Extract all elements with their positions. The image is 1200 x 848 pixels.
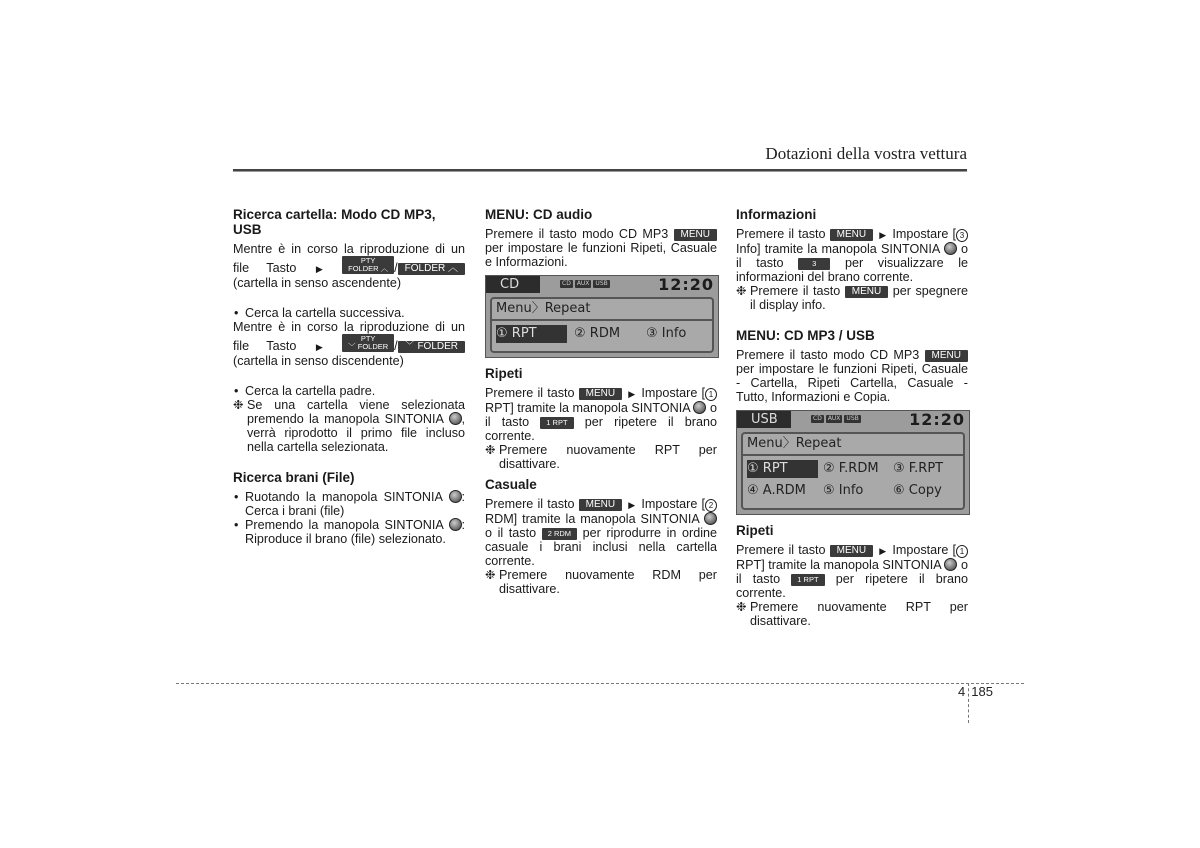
heading-folder-search: Ricerca cartella: Modo CD MP3, USB — [233, 207, 436, 237]
lcd-item: ② RDM — [574, 326, 621, 341]
arrow-right-icon: ▶ — [315, 264, 323, 274]
bullet-parent-folder: • Cerca la cartella padre. — [233, 384, 465, 398]
tune-knob-icon — [449, 412, 462, 425]
heading-repeat-mp3: Ripeti — [736, 523, 774, 538]
lcd-display-cd — [485, 275, 719, 358]
lcd-clock: 12:20 — [909, 410, 965, 429]
heading-menu-cd-audio: MENU: CD audio — [485, 207, 593, 222]
circled-number: 2 — [705, 499, 717, 512]
lcd-item: ⑤ Info — [823, 483, 864, 498]
footer-dotted-rule — [176, 683, 1024, 684]
paragraph-folder-up: Mentre è in corso la riproduzione di un file Tasto ▶ PTY FOLDER ︿ / FOLDER ︿ (cartella in senso ascendente) — [233, 242, 465, 290]
bullet-next-folder: • Cerca la cartella successiva. — [233, 306, 465, 320]
menu-button: MENU — [925, 350, 968, 362]
lcd-menu-title: Menu〉Repeat — [492, 301, 712, 321]
paragraph-random: Premere il tasto MENU ▶ Impostare [ 2 RDM] tramite la manopola SINTONIA o il tasto 2 RDM per riprodurre in ordine casuale i brani inclusi nella cartella corrente. — [485, 497, 718, 568]
paragraph-folder-down: Mentre è in corso la riproduzione di un file Tasto ▶ PTY ﹀ FOLDER / ﹀ FOLDER (cartella in senso discendente) — [233, 320, 465, 368]
bullet-press-knob: • Premendo la manopola SINTONIA : Riproduce il brano (file) selezionato. — [233, 518, 465, 546]
note-folder-select: ❉ Se una cartella viene selezionata premendo la manopola SINTONIA , verrà riprodotto il primo file incluso nella cartella selezionata. — [233, 398, 465, 454]
heading-random: Casuale — [485, 477, 537, 492]
lcd-item: ③ Info — [646, 326, 687, 341]
arrow-right-icon: ▶ — [628, 389, 636, 399]
menu-button: MENU — [674, 229, 717, 241]
menu-button: MENU — [830, 229, 873, 241]
paragraph-info: Premere il tasto MENU ▶ Impostare [ 3 Info] tramite la manopola SINTONIA o il tasto 3 per visualizzare le informazioni del brano corrente. — [736, 227, 968, 284]
note-icon: ❉ — [485, 568, 496, 582]
circled-number: 3 — [956, 229, 968, 242]
heading-info: Informazioni — [736, 207, 817, 222]
folder-down-button: ﹀ FOLDER — [398, 341, 465, 353]
menu-button: MENU — [579, 499, 622, 511]
tune-knob-icon — [693, 401, 706, 414]
arrow-right-icon: ▶ — [879, 230, 887, 240]
header-title: Dotazioni della vostra vettura — [765, 144, 967, 163]
note-icon: ❉ — [736, 600, 747, 614]
paragraph-cd-audio: Premere il tasto modo CD MP3 MENU per impostare le funzioni Ripeti, Casuale e Informazioni. — [485, 227, 717, 269]
page-number — [958, 685, 993, 699]
lcd-source-tags: CD AUX USB — [562, 280, 608, 287]
rdm-button: 2 RDM — [542, 528, 577, 540]
tune-knob-icon — [449, 490, 462, 503]
menu-button: MENU — [845, 286, 888, 298]
lcd-item: ② F.RDM — [823, 461, 879, 476]
tune-knob-icon — [944, 242, 957, 255]
paragraph-repeat: Premere il tasto MENU ▶ Impostare [ 1 RPT] tramite la manopola SINTONIA o il tasto 1 RPT per ripetere il brano corrente. — [485, 386, 718, 443]
menu-button: MENU — [579, 388, 622, 400]
pty-folder-up-button: PTY FOLDER ︿ — [342, 256, 394, 274]
column-3 — [736, 207, 968, 628]
bullet-rotate-knob: • Ruotando la manopola SINTONIA : Cerca i brani (file) — [233, 490, 465, 518]
lcd-item: ① RPT — [747, 460, 818, 478]
note-repeat-mp3-off: ❉ Premere nuovamente RPT per disattivare. — [736, 600, 968, 628]
lcd-item: ④ A.RDM — [747, 483, 806, 498]
arrow-right-icon: ▶ — [879, 546, 887, 556]
rpt-button: 1 RPT — [540, 417, 573, 429]
circled-number: 1 — [956, 545, 968, 558]
rpt-button: 1 RPT — [791, 574, 824, 586]
heading-file-search: Ricerca brani (File) — [233, 470, 355, 485]
lcd-item: ③ F.RPT — [893, 461, 944, 476]
folder-up-button: FOLDER ︿ — [398, 263, 465, 275]
lcd-item: ⑥ Copy — [893, 483, 942, 498]
lcd-clock: 12:20 — [658, 275, 714, 294]
pty-folder-down-button: PTY ﹀ FOLDER — [342, 334, 394, 352]
num3-button: 3 — [798, 258, 830, 270]
page-header — [233, 145, 967, 171]
note-icon: ❉ — [485, 443, 496, 457]
lcd-source-tags: CD AUX USB — [813, 415, 859, 422]
paragraph-repeat-mp3: Premere il tasto MENU ▶ Impostare [ 1 RPT] tramite la manopola SINTONIA o il tasto 1 RPT per ripetere il brano corrente. — [736, 543, 969, 600]
note-icon: ❉ — [736, 284, 747, 298]
lcd-item: ① RPT — [496, 325, 567, 343]
lcd-display-usb — [736, 410, 970, 515]
note-random-off: ❉ Premere nuovamente RDM per disattivare. — [485, 568, 717, 596]
tune-knob-icon — [449, 518, 462, 531]
lcd-mode: CD — [486, 276, 540, 293]
tune-knob-icon — [704, 512, 717, 525]
arrow-right-icon: ▶ — [315, 342, 323, 352]
arrow-right-icon: ▶ — [628, 500, 636, 510]
lcd-menu-title: Menu〉Repeat — [743, 436, 963, 456]
tune-knob-icon — [944, 558, 957, 571]
heading-repeat: Ripeti — [485, 366, 523, 381]
page-number-value: 185 — [971, 684, 993, 699]
chapter-number: 4 — [958, 684, 966, 699]
paragraph-mp3-usb: Premere il tasto modo CD MP3 MENU per impostare le funzioni Ripeti, Casuale - Cartella, Ripeti Cartella, Casuale - Tutto, Informazioni e Copia. — [736, 348, 968, 404]
header-rule — [233, 171, 967, 172]
note-icon: ❉ — [233, 398, 244, 412]
heading-menu-mp3-usb: MENU: CD MP3 / USB — [736, 328, 875, 343]
note-repeat-off: ❉ Premere nuovamente RPT per disattivare. — [485, 443, 717, 471]
column-2 — [485, 207, 717, 596]
lcd-mode: USB — [737, 411, 791, 428]
circled-number: 1 — [705, 388, 717, 401]
menu-button: MENU — [830, 545, 873, 557]
note-info-off: ❉ Premere il tasto MENU per spegnere il display info. — [736, 284, 969, 312]
column-1 — [233, 207, 465, 546]
